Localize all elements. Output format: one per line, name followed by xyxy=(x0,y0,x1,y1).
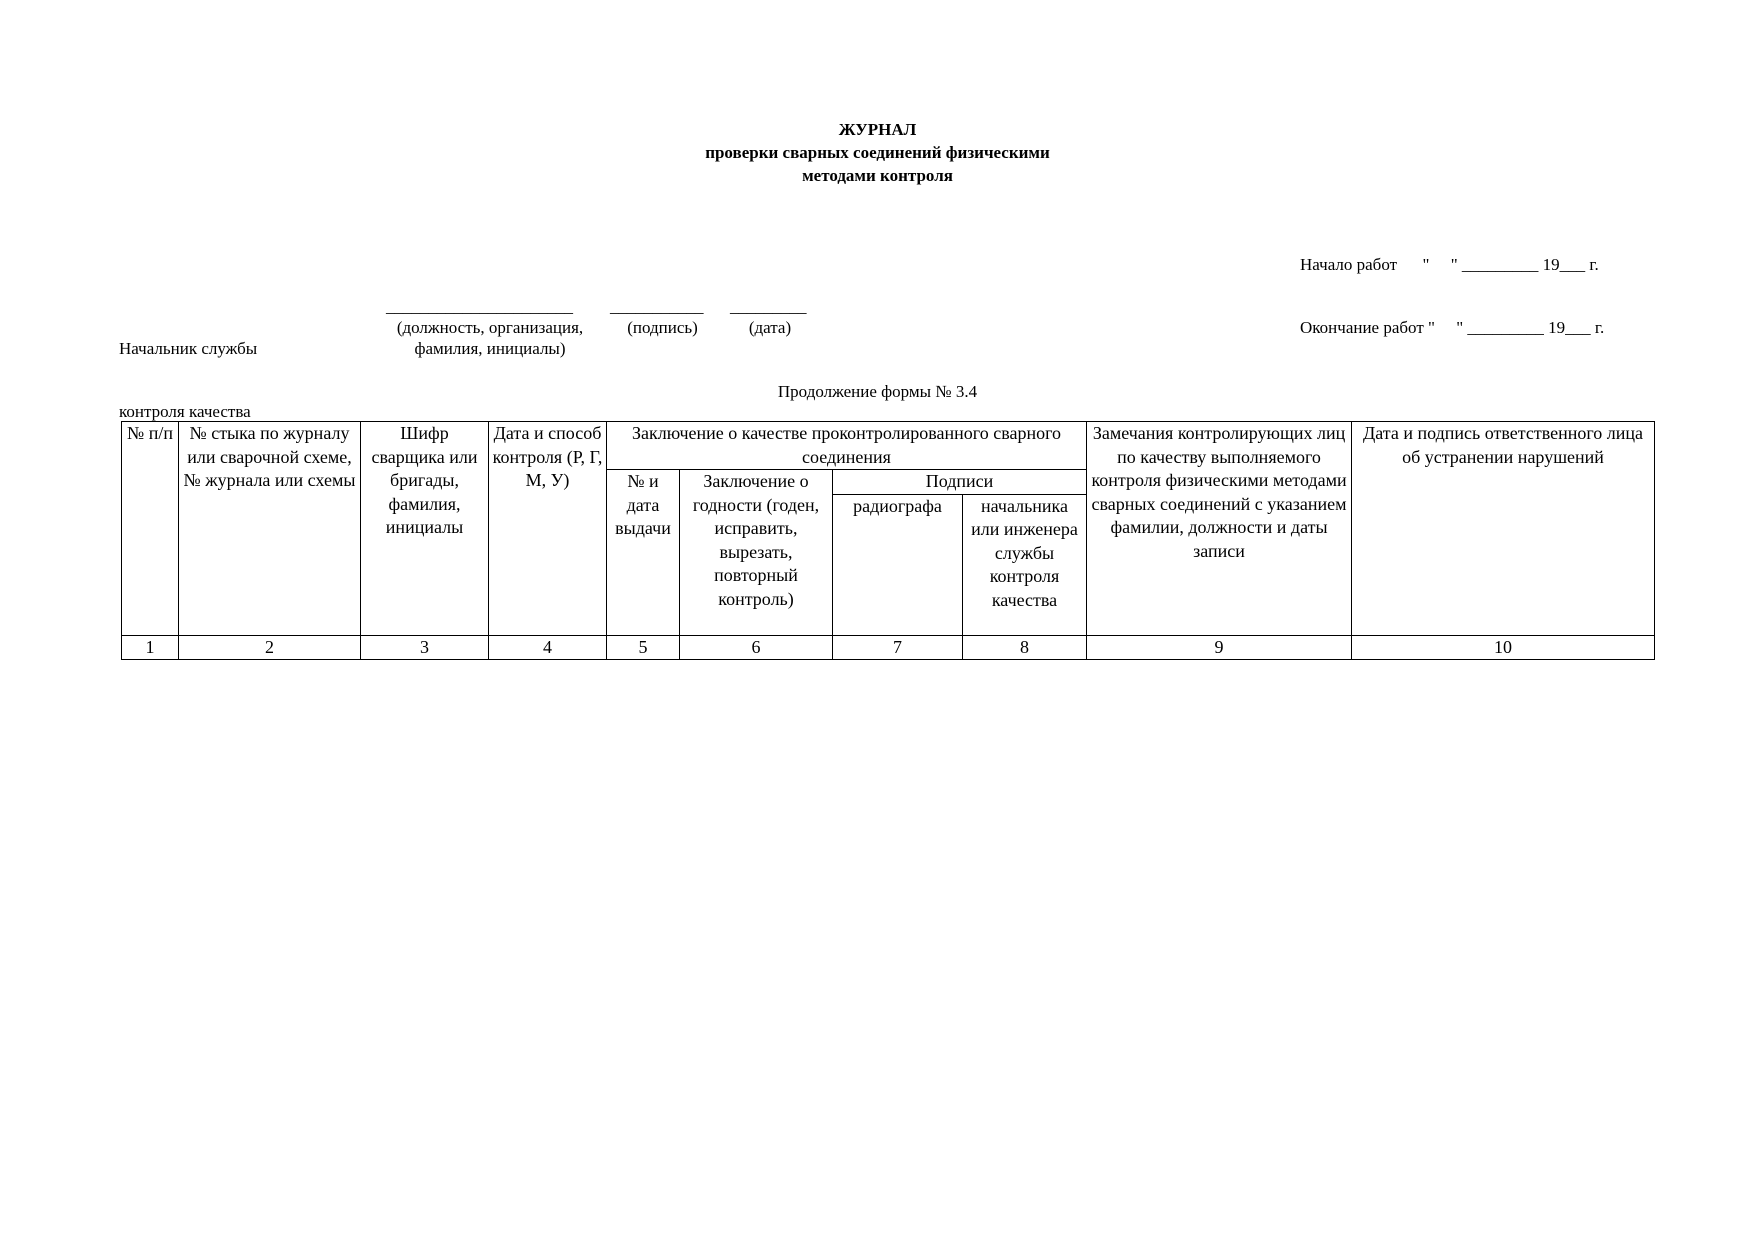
work-end-date: Окончание работ " " _________ 19___ г. xyxy=(1300,318,1605,337)
column-number-cell: 5 xyxy=(607,635,680,659)
work-start-date: Начало работ " " _________ 19___ г. xyxy=(1300,255,1599,274)
signoff-signature-caption: (подпись) xyxy=(627,318,698,337)
column-number-cell: 7 xyxy=(833,635,963,659)
column-header-suitability-conclusion: Заключение о годности (годен, исправить, вырезать, повторный контроль) xyxy=(680,470,833,636)
signoff-position-blank: ______________________ xyxy=(386,297,573,316)
document-title: ЖУРНАЛ xyxy=(838,120,917,139)
document-title-block xyxy=(0,118,1755,187)
signoff-position-caption xyxy=(380,317,600,359)
column-number-cell: 1 xyxy=(122,635,179,659)
column-header-issue-number-date: № и дата выдачи xyxy=(607,470,680,636)
column-number-cell: 8 xyxy=(963,635,1087,659)
signoff-role-line-1: Начальник службы xyxy=(119,339,258,358)
column-header-correction-signature: Дата и подпись ответственного лица об устранении нарушений xyxy=(1352,422,1655,636)
column-header-inspector-remarks: Замечания контролирующих лиц по качеству выполняемого контроля физическими методами сварных соединений с указанием фамилии, должности и даты записи xyxy=(1087,422,1352,636)
column-header-quality-chief: начальника или инженера службы контроля качества xyxy=(963,494,1087,635)
signoff-position-caption-line-2: фамилия, инициалы) xyxy=(414,339,566,358)
document-subtitle-line-2: методами контроля xyxy=(802,166,953,185)
column-group-signatures: Подписи xyxy=(833,470,1087,495)
column-number-cell: 4 xyxy=(489,635,607,659)
column-group-quality-conclusion: Заключение о качестве проконтролированного сварного соединения xyxy=(607,422,1087,470)
signoff-position-caption-line-1: (должность, организация, xyxy=(396,318,584,337)
column-number-cell: 10 xyxy=(1352,635,1655,659)
signoff-date-blank: _________ xyxy=(730,297,807,316)
column-number-cell: 2 xyxy=(179,635,361,659)
column-header-control-date-method: Дата и способ контроля (Р, Г, М, У) xyxy=(489,422,607,636)
form-continuation-label: Продолжение формы № 3.4 xyxy=(777,382,978,401)
work-dates xyxy=(1300,212,1604,359)
inspection-journal-table xyxy=(121,421,1655,660)
column-number-cell: 3 xyxy=(361,635,489,659)
document-subtitle-line-1: проверки сварных соединений физическими xyxy=(705,143,1050,162)
signoff-date-caption: (дата) xyxy=(748,318,792,337)
column-header-welder-code: Шифр сварщика или бригады, фамилия, инициалы xyxy=(361,422,489,636)
column-header-number: № п/п xyxy=(122,422,179,636)
signoff-signature-blank: ___________ xyxy=(610,297,704,316)
column-number-cell: 6 xyxy=(680,635,833,659)
column-header-joint-number: № стыка по журналу или сварочной схеме, № журнала или схемы xyxy=(179,422,361,636)
column-header-radiographer: радиографа xyxy=(833,494,963,635)
table-header-row-1 xyxy=(122,422,1655,470)
signoff-role-line-2: контроля качества xyxy=(119,402,251,421)
table-row-column-numbers xyxy=(122,635,1655,659)
column-number-cell: 9 xyxy=(1087,635,1352,659)
